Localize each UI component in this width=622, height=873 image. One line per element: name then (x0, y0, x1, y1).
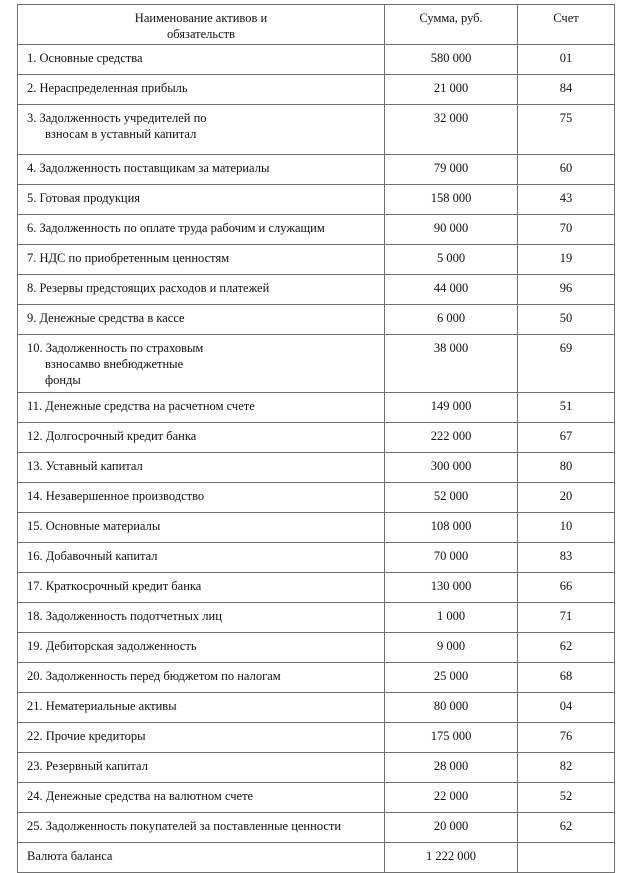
table-row (18, 783, 615, 813)
table-row (18, 723, 615, 753)
row-account: 71 (518, 603, 615, 633)
row-sum: 32 000 (385, 105, 518, 155)
row-name-line3: фонды (45, 373, 81, 387)
row-account: 68 (518, 663, 615, 693)
table-row (18, 633, 615, 663)
table-row (18, 105, 615, 155)
row-sum: 52 000 (385, 483, 518, 513)
table-row (18, 663, 615, 693)
row-sum: 1 000 (385, 603, 518, 633)
row-sum: 175 000 (385, 723, 518, 753)
row-name-line2: взносам в уставный капитал (45, 127, 197, 141)
row-name: 23. Резервный капитал (18, 753, 385, 783)
table-row (18, 483, 615, 513)
row-name: 21. Нематериальные активы (18, 693, 385, 723)
table-row (18, 813, 615, 843)
column-header-account: Счет (518, 5, 615, 45)
row-account: 04 (518, 693, 615, 723)
table-row (18, 603, 615, 633)
row-account: 76 (518, 723, 615, 753)
row-name: 11. Денежные средства на расчетном счете (18, 393, 385, 423)
row-name-continuation (27, 356, 384, 390)
table-row (18, 693, 615, 723)
row-account: 70 (518, 215, 615, 245)
row-name: 6. Задолженность по оплате труда рабочим и служащим (18, 215, 385, 245)
row-account: 69 (518, 335, 615, 393)
total-sum: 1 222 000 (385, 843, 518, 873)
table-row (18, 753, 615, 783)
table-row (18, 275, 615, 305)
row-name: 17. Краткосрочный кредит банка (18, 573, 385, 603)
row-sum: 90 000 (385, 215, 518, 245)
table-body (18, 45, 615, 843)
row-account: 20 (518, 483, 615, 513)
row-account: 67 (518, 423, 615, 453)
row-name: 25. Задолженность покупателей за поставленные ценности (18, 813, 385, 843)
row-sum: 20 000 (385, 813, 518, 843)
row-name: 16. Добавочный капитал (18, 543, 385, 573)
row-name: 24. Денежные средства на валютном счете (18, 783, 385, 813)
row-account: 75 (518, 105, 615, 155)
table-header-row (18, 5, 615, 45)
row-account: 51 (518, 393, 615, 423)
total-label: Валюта баланса (18, 843, 385, 873)
total-row (18, 843, 615, 873)
table-row (18, 513, 615, 543)
row-name (18, 105, 385, 155)
table-row (18, 245, 615, 275)
row-account: 82 (518, 753, 615, 783)
row-sum: 79 000 (385, 155, 518, 185)
row-account: 10 (518, 513, 615, 543)
table-row (18, 45, 615, 75)
row-name-continuation (27, 126, 384, 142)
row-name: 5. Готовая продукция (18, 185, 385, 215)
row-name: 14. Незавершенное производство (18, 483, 385, 513)
row-sum: 70 000 (385, 543, 518, 573)
row-name-line2: взносамво внебюджетные (45, 357, 184, 371)
row-account: 50 (518, 305, 615, 335)
table-row (18, 335, 615, 393)
row-sum: 21 000 (385, 75, 518, 105)
column-header-name-line1: Наименование активов и (134, 11, 268, 25)
row-sum: 25 000 (385, 663, 518, 693)
row-account: 01 (518, 45, 615, 75)
table-row (18, 393, 615, 423)
total-account (518, 843, 615, 873)
row-sum: 580 000 (385, 45, 518, 75)
row-account: 19 (518, 245, 615, 275)
row-sum: 108 000 (385, 513, 518, 543)
column-header-name-line2: обязательств (166, 27, 236, 41)
row-name: 20. Задолженность перед бюджетом по налогам (18, 663, 385, 693)
row-sum: 22 000 (385, 783, 518, 813)
row-name-line1: 10. Задолженность по страховым (27, 341, 204, 355)
row-account: 60 (518, 155, 615, 185)
row-name (18, 335, 385, 393)
row-account: 62 (518, 633, 615, 663)
row-name: 1. Основные средства (18, 45, 385, 75)
row-name: 2. Нераспределенная прибыль (18, 75, 385, 105)
row-account: 66 (518, 573, 615, 603)
row-sum: 28 000 (385, 753, 518, 783)
table-row (18, 75, 615, 105)
row-name: 9. Денежные средства в кассе (18, 305, 385, 335)
row-name: 4. Задолженность поставщикам за материалы (18, 155, 385, 185)
row-name: 8. Резервы предстоящих расходов и платежей (18, 275, 385, 305)
row-sum: 44 000 (385, 275, 518, 305)
row-name: 7. НДС по приобретенным ценностям (18, 245, 385, 275)
row-sum: 6 000 (385, 305, 518, 335)
row-sum: 5 000 (385, 245, 518, 275)
row-account: 52 (518, 783, 615, 813)
table-row (18, 185, 615, 215)
row-account: 43 (518, 185, 615, 215)
row-sum: 158 000 (385, 185, 518, 215)
row-account: 84 (518, 75, 615, 105)
row-account: 83 (518, 543, 615, 573)
row-sum: 38 000 (385, 335, 518, 393)
row-name: 19. Дебиторская задолженность (18, 633, 385, 663)
row-sum: 222 000 (385, 423, 518, 453)
table-row (18, 453, 615, 483)
table-row (18, 573, 615, 603)
row-sum: 9 000 (385, 633, 518, 663)
row-sum: 130 000 (385, 573, 518, 603)
row-account: 62 (518, 813, 615, 843)
row-name: 18. Задолженность подотчетных лиц (18, 603, 385, 633)
row-name: 22. Прочие кредиторы (18, 723, 385, 753)
row-name-line1: 3. Задолженность учредителей по (27, 111, 207, 125)
row-name: 13. Уставный капитал (18, 453, 385, 483)
row-account: 80 (518, 453, 615, 483)
table-row (18, 543, 615, 573)
row-name: 12. Долгосрочный кредит банка (18, 423, 385, 453)
balance-table (17, 4, 615, 873)
column-header-name (18, 5, 385, 45)
table-row (18, 155, 615, 185)
row-sum: 80 000 (385, 693, 518, 723)
table-row (18, 305, 615, 335)
row-account: 96 (518, 275, 615, 305)
row-sum: 300 000 (385, 453, 518, 483)
column-header-sum: Сумма, руб. (385, 5, 518, 45)
row-name: 15. Основные материалы (18, 513, 385, 543)
row-sum: 149 000 (385, 393, 518, 423)
table-row (18, 215, 615, 245)
table-row (18, 423, 615, 453)
